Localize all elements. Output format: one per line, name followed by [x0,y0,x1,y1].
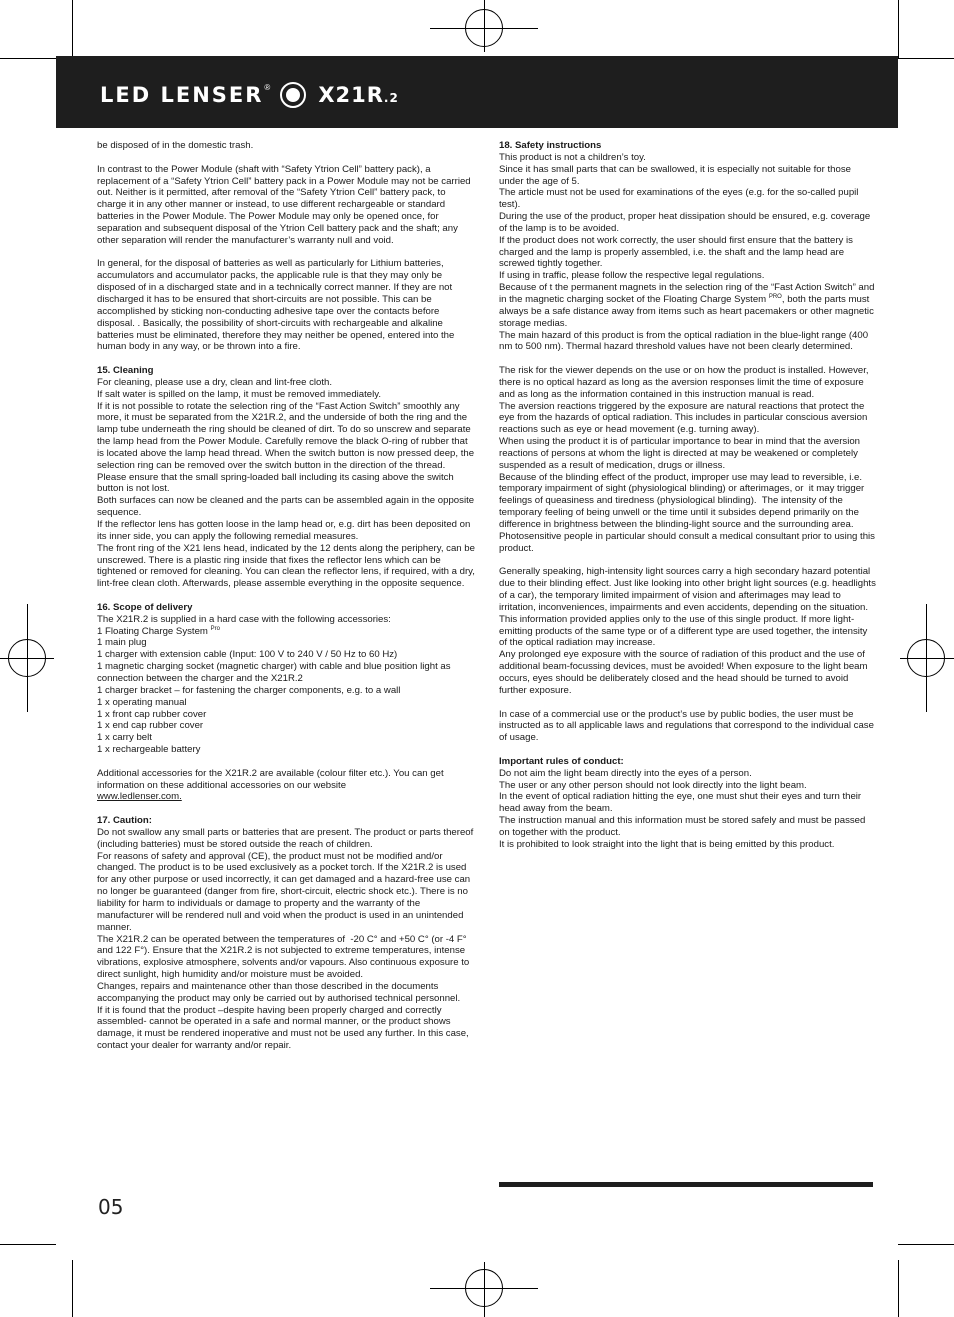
paragraph-text: In general, for the disposal of batteries as well as particularly for Lithium batteries, accumulators and accumulator packs, the applicable rule is that they may only be disposed of in a discharged state and in a technically correct manner. If they are not discharged it has to be ensured that short-circuits are not possible. This can be accomplished by sticking non-conducting adhesive tape over the contacts before disposal. . Basically, the possibility of short-circuits with rechargeable and alkaline batteries must be eliminated, therefore they may neither be opened, entered into the human body in any way, or be thrown into a fire. [97,258,457,353]
paragraph-text: Because of the blinding effect of the product, improper use may lead to reversible, i.e. temporary impairment of sight (physiological blinding) or afterimages, or it may trigger feelings of queasiness and tiredness (physiological blinding). The intensity of the temporary feeling of being unwell or the time until it subsides depend primarily on the difference in brightness between the blinding-light source and the surrounding area. Photosensitive people in particular should consult a medical consultant prior to using this product. [499,471,878,554]
paragraph [97,934,475,981]
paragraph [499,649,877,696]
paragraph-text: The main hazard of this product is from the optical radiation in the blue-light range (400 nm to 500 nm). Thermal hazard threshold values have not been clearly determined. [499,329,871,353]
paragraph-text: If it is found that the product –despite having been properly charged and correctly assembled- cannot be operated in a safe and normal manner, or the product shows damage, it must be rendered inoperative and must not be used any further. In this case, contact your dealer for warranty and/or repair. [97,1004,472,1052]
paragraph [499,401,877,437]
paragraph-text: Do not swallow any small parts or batteries that are present. The product or parts thereof (including batteries) must be stored outside the reach of children. [97,826,476,850]
paragraph [97,827,475,851]
crop-mark [72,0,73,58]
paragraph [499,815,877,839]
paragraph-text: In case of a commercial use or the product’s use by public bodies, the user must be instructed as to all applicable laws and regulations that correspond to the individual case of usage. [499,708,877,744]
paragraph [499,152,877,164]
left-column [97,140,478,1052]
paragraph-text: During the use of the product, proper heat dissipation should be ensured, e.g. coverage of the lamp is to be avoided. [499,211,873,234]
crop-mark [898,1260,899,1317]
paragraph [97,519,475,543]
paragraph [97,720,475,732]
section-heading: 15. Cleaning [97,365,154,377]
paragraph [97,981,475,1005]
paragraph-text: For reasons of safety and approval (CE), the product must not be modified and/or changed. The product is to be used exclusively as a pocket torch. If the X21R.2 is used for any other purpose or used incorrectly, it can get damaged and a hazard-free use can no longer be guaranteed (danger from fire, short-circuit, electric shock etc.). There is no liability for harm to individuals or damage to property and the warranty of the manufacturer will be rendered null and void when the product is used in an unintended manner. [97,850,473,933]
paragraph-text: Both surfaces can now be cleaned and the parts can be assembled again in the opposite sequence. [97,495,477,519]
crop-mark [898,0,899,58]
paragraph [97,140,475,152]
paragraph-text: This product is not a children’s toy. [499,151,646,163]
paragraph [97,614,475,626]
paragraph-text: The X21R.2 is supplied in a hard case with the following accessories: [97,613,391,625]
paragraph-text: The risk for the viewer depends on the use or on how the product is installed. However, there is no optical hazard as long as the aversion responses limit the time of exposure and as long as the information contained in this instruction manual is read. [499,365,872,400]
paragraph-gap [499,555,877,567]
paragraph-text: be disposed of in the domestic trash. [97,140,254,151]
crop-mark [0,58,56,59]
paragraph-gap [499,744,877,756]
paragraph-text: The X21R.2 can be operated between the temperatures of -20 C° and +50 C° (or -4 F° and 122 F°). Ensure that the X21R.2 is not subjected to extreme temperatures, intense vibrations, explosive atmosphere, solvents and/or vapours. Also continuous exposure to direct sunlight, high humidity and/or moisture must be avoided. [97,933,472,981]
paragraph-gap [97,247,475,259]
paragraph-text: Do not aim the light beam directly into the eyes of a person. [499,767,752,779]
website-link[interactable]: www.ledlenser.com. [97,791,182,803]
superscript: Pro [210,625,220,632]
paragraph [499,436,877,472]
paragraph [97,495,475,519]
page-number: 05 [98,1195,124,1219]
registration-circle [465,9,503,47]
lens-icon [280,82,306,108]
paragraph [499,270,877,282]
paragraph [97,637,475,649]
section-heading: 17. Caution: [97,815,152,827]
paragraph [97,709,475,721]
model-number: X21R [318,83,384,107]
paragraph-gap [97,803,475,815]
paragraph [97,258,475,353]
paragraph [97,661,475,685]
right-column [499,140,877,851]
paragraph-text: Since it has small parts that can be swallowed, it is especially not suitable for those under the age of 5. [499,163,854,187]
footer-rule [499,1182,873,1187]
paragraph-text: Changes, repairs and maintenance other than those described in the documents accompanying the product may only be carried out by authorised technical personnel. [97,980,461,1004]
paragraph-text: 1 Floating Charge System [97,625,211,637]
paragraph [499,709,877,745]
paragraph-text: 1 main plug [97,637,147,649]
paragraph-text: 1 charger bracket – for fastening the charger components, e.g. to a wall [97,684,401,696]
paragraph [97,851,475,934]
brand-logo [100,80,399,110]
paragraph-text: The article must not be used for examinations of the eyes (e.g. for the so-called pupil test). [499,187,862,211]
paragraph-text: 1 x rechargeable battery [97,744,201,756]
paragraph [97,1005,475,1052]
paragraph-text: 1 x end cap rubber cover [97,720,204,732]
section-heading: 16. Scope of delivery [97,601,193,613]
paragraph-gap [499,697,877,709]
paragraph [97,401,475,496]
superscript: PRO [768,293,782,300]
paragraph-text: 1 magnetic charging socket (magnetic charger) with cable and blue position light as connection between the charger and the X21R.2 [97,661,454,684]
registration-circle [465,1269,503,1307]
paragraph-text: For cleaning, please use a dry, clean and lint-free cloth. [97,376,332,388]
paragraph-gap [97,590,475,602]
paragraph [97,732,475,744]
crop-mark [72,1260,73,1317]
paragraph-text: 1 x operating manual [97,696,187,708]
paragraph-text: Because of t the permanent magnets in the selection ring of the “Fast Action Switch” and in the magnetic charging socket of the Floating Charge System [499,282,878,305]
paragraph-text: When using the product it is of particular importance to bear in mind that the aversion reactions of persons at whom the light is directed at may be weakened or completely suspended as a result of medication, drugs or illness. [499,436,863,471]
paragraph-text: If salt water is spilled on the lamp, it must be removed immediately. [97,388,382,400]
model-name [318,83,399,107]
paragraph-text: The front ring of the X21 lens head, indicated by the 12 dents along the periphery, can be unscrewed. There is a plastic ring inside that fixes the reflector lens which can be tightened or removed for cleaning. You can clean the reflector lens, if required, with a dry, lint-free clean cloth. Afterwards, please assemble everything in the opposite sequence. [97,542,478,590]
paragraph-text: The instruction manual and this information must be stored safely and must be passed on together with the product. [499,815,869,838]
paragraph [499,365,877,401]
paragraph [97,685,475,697]
crop-mark [898,58,954,59]
paragraph-text: In contrast to the Power Module (shaft with “Safety Ytrion Cell” battery pack), a replacement of a “Safety Ytrion Cell” battery pack in a Power Module may not be carried out. Neither is it permitted, after removal of the “Safety Ytrion Cell” battery pack, to charge it in any other manner or instead, to use different rechargeable or standard batteries in the Power Module. The Power Module may only be opened once, for separation and subsequent disposal of the Ytrion Cell battery pack and the shaft; any other separation will render the manufacturer’s warranty null and void. [97,163,474,246]
paragraph-text: In the event of optical radiation hitting the eye, one must shut their eyes and turn their head away from the beam. [499,791,864,815]
paragraph-text: 1 x carry belt [97,732,152,744]
paragraph [97,389,475,401]
paragraph [97,542,478,590]
registration-circle [907,639,945,677]
paragraph [499,472,877,555]
paragraph-gap [97,152,475,164]
paragraph-text: This information provided applies only to the use of this single product. If more light-emitting products of the same type or of a different type are used together, the intensity of the optical radiation may increase. [499,613,871,649]
section-heading: 18. Safety instructions [499,140,602,151]
paragraph-text: Any prolonged eye exposure with the source of radiation of this product and the use of additional beam-focussing devices, must be avoided! When exposure to the light beam occurs, eyes should be deliberately closed and the head should be turned to avoid further exposure. [499,649,871,696]
paragraph-text: Generally speaking, high-intensity light sources carry a high secondary hazard potential due to their blinding effect. Just like looking into other bright light sources (e.g. headlights of a car), the temporary limited impairment of vision and afterimages may lead to irritation, inconveniences, impairments and even accidents, depending on the situation. [499,566,879,613]
paragraph [499,614,877,650]
paragraph-gap [97,756,475,768]
paragraph-text: Additional accessories for the X21R.2 are available (colour filter etc.). You can get information on these additional accessories on our website [97,767,447,791]
paragraph [97,626,475,638]
crop-mark [898,1244,954,1245]
paragraph [499,780,877,792]
paragraph [499,282,877,329]
header-banner [56,56,898,128]
paragraph [499,566,877,613]
paragraph [499,791,877,815]
paragraph [499,839,877,851]
paragraph-text: If it is not possible to rotate the selection ring of the “Fast Action Switch” smoothly any more, it must be separated from the X21R.2, and the underside of both the ring and the lamp tube underneath the ring should be cleaned of dirt. To do so unscrew and separate the lamp head from the Power Module. Carefully remove the black O-ring of rubber that is located above the lamp head thread. When the switch button is now pressed deep, the selection ring can be removed over the switch button in the direction of the thread. Please ensure that the small spring-loaded ball including its casing above the switch button is not lost. [97,400,477,495]
registration-circle [8,639,46,677]
model-suffix: .2 [383,91,399,105]
paragraph-text: If the reflector lens has gotten loose in the lamp head or, e.g. dirt has been deposited on its inner side, you can apply the following remedial measures. [97,519,474,542]
paragraph [97,744,475,756]
brand-name: LED LENSER [100,82,264,107]
paragraph [499,235,877,271]
paragraph-text: It is prohibited to look straight into the light that is being emitted by this product. [499,838,835,850]
paragraph-gap [97,353,475,365]
paragraph-text: If using in traffic, please follow the respective legal regulations. [499,270,765,282]
section-heading: Important rules of conduct: [499,755,624,767]
paragraph-text: If the product does not work correctly, the user should first ensure that the battery is charged and the lamp is properly assembled, i.e. the shaft and the lamp head are screwed tightly together. [499,234,856,270]
crop-mark [0,1244,56,1245]
paragraph [97,697,475,709]
paragraph [97,768,475,792]
paragraph-text: 1 x front cap rubber cover [97,708,207,720]
paragraph [97,164,475,247]
paragraph [499,164,877,188]
paragraph [499,768,877,780]
paragraph-text: The user or any other person should not look directly into the light beam. [499,779,807,791]
paragraph-text: 1 charger with extension cable (Input: 100 V to 240 V / 50 Hz to 60 Hz) [97,649,398,661]
paragraph [499,187,877,211]
paragraph-text: , both the parts must always be a safe distance away from items such as heart pacemakers or other magnetic storage medias. [499,293,877,329]
paragraph [499,211,877,235]
paragraph-text: The aversion reactions triggered by the exposure are natural reactions that protect the eye from the hazards of optical radiation. This includes in particular conscious aversion reactions such as eye or head movement (e.g. turning away). [499,400,870,436]
paragraph [499,330,877,354]
paragraph-gap [499,353,877,365]
paragraph [97,377,475,389]
registered-mark: ® [264,82,271,92]
paragraph [97,649,475,661]
